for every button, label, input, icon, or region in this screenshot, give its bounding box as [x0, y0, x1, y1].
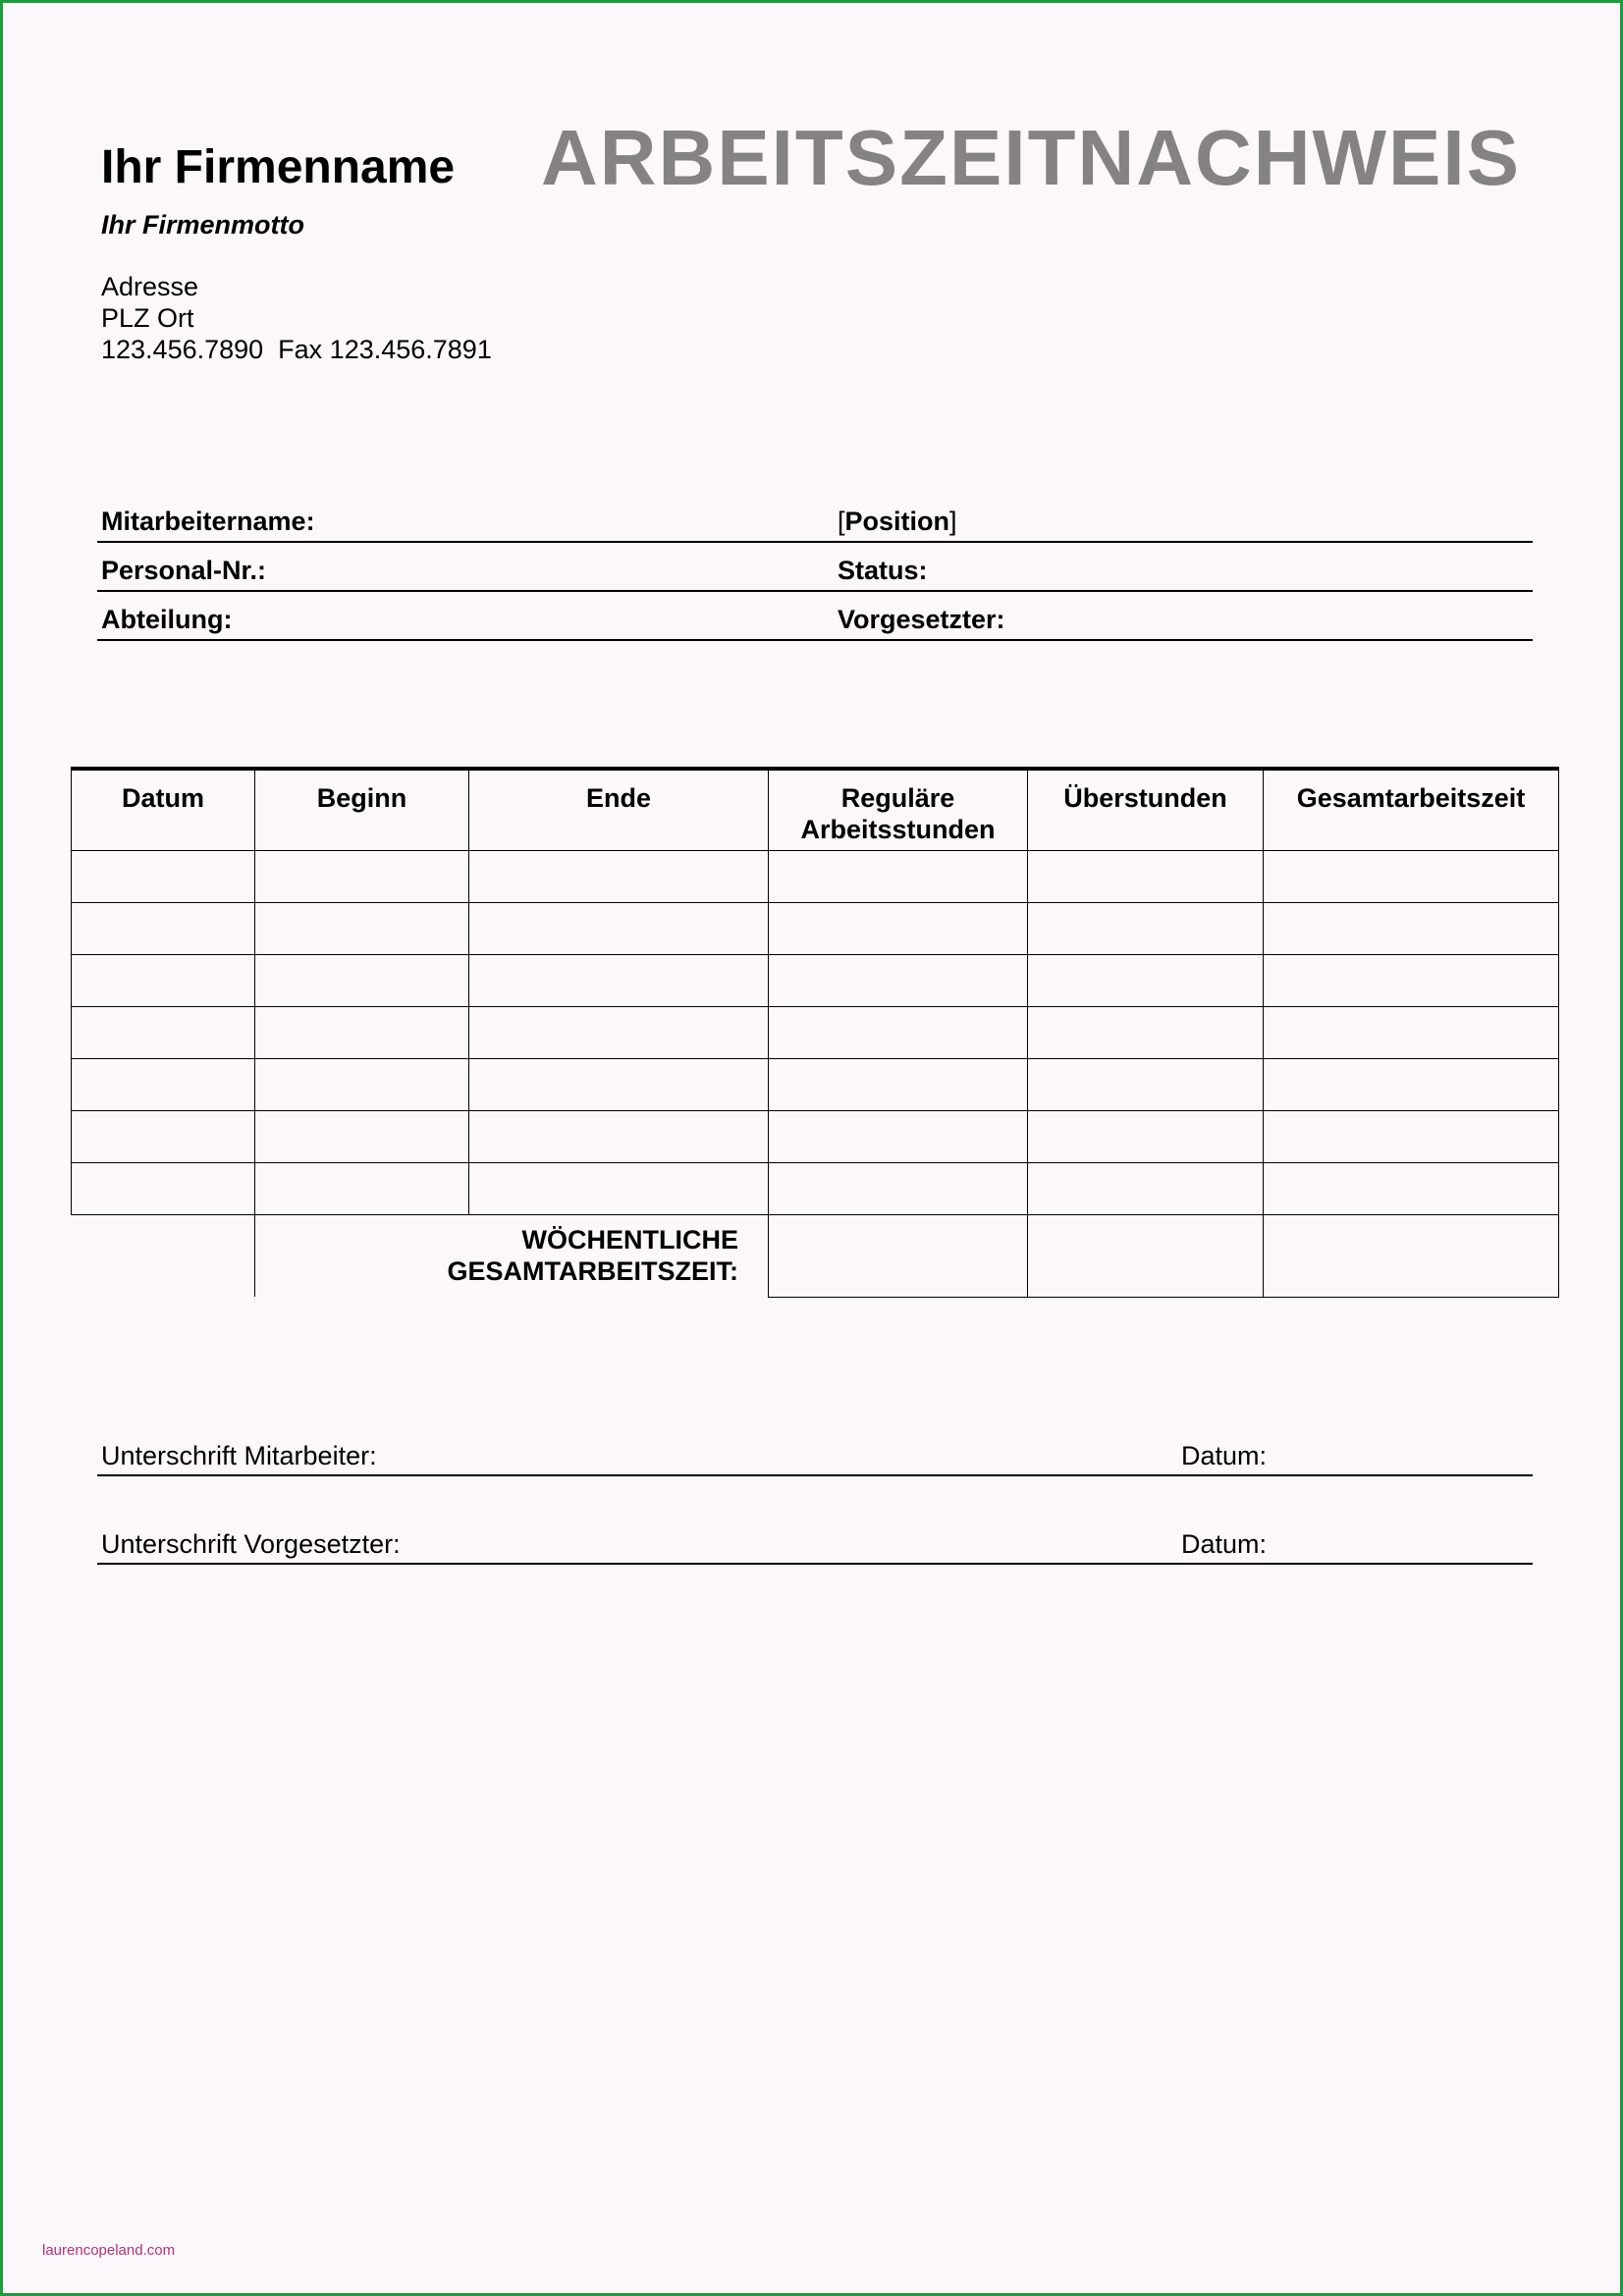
weekly-total-overall-cell[interactable]: [1264, 1214, 1559, 1297]
start-cell[interactable]: [255, 850, 469, 902]
weekly-total-row: [72, 1214, 1559, 1297]
position-label: Position: [844, 507, 950, 536]
table-row: [72, 1058, 1559, 1110]
supervisor-signature-row[interactable]: [97, 1525, 1533, 1565]
regular-hours-cell[interactable]: [769, 902, 1028, 954]
weekly-total-label-line2: GESAMTARBEITSZEIT:: [447, 1256, 738, 1287]
overtime-cell[interactable]: [1028, 902, 1264, 954]
company-name: Ihr Firmenname: [101, 141, 456, 193]
column-header-end: Ende: [469, 769, 769, 850]
regular-hours-cell[interactable]: [769, 954, 1028, 1006]
start-cell[interactable]: [255, 1162, 469, 1214]
employee-name-label: Mitarbeitername:: [101, 507, 315, 536]
employee-signature-date-label: Datum:: [1181, 1441, 1268, 1470]
column-header-date: Datum: [72, 769, 255, 850]
weekly-total-regular-cell[interactable]: [769, 1214, 1028, 1297]
info-row-personnel: [97, 543, 1533, 592]
employee-signature-row[interactable]: [97, 1437, 1533, 1476]
total-time-cell[interactable]: [1264, 1162, 1559, 1214]
status-label: Status:: [838, 556, 928, 585]
date-cell[interactable]: [72, 954, 255, 1006]
total-time-cell[interactable]: [1264, 1006, 1559, 1058]
table-row: [72, 850, 1559, 902]
overtime-cell[interactable]: [1028, 954, 1264, 1006]
regular-hours-cell[interactable]: [769, 1006, 1028, 1058]
start-cell[interactable]: [255, 902, 469, 954]
weekly-total-label: [255, 1214, 769, 1297]
info-row-department: [97, 592, 1533, 641]
postal-city-line: PLZ Ort: [101, 303, 194, 333]
total-time-cell[interactable]: [1264, 850, 1559, 902]
address-line: Adresse: [101, 272, 199, 301]
date-cell[interactable]: [72, 902, 255, 954]
overtime-cell[interactable]: [1028, 1006, 1264, 1058]
end-cell[interactable]: [469, 1162, 769, 1214]
date-cell[interactable]: [72, 1162, 255, 1214]
table-row: [72, 902, 1559, 954]
employee-signature-label: Unterschrift Mitarbeiter:: [101, 1441, 377, 1470]
department-label: Abteilung:: [101, 605, 233, 634]
supervisor-label: Vorgesetzter:: [838, 605, 1005, 634]
table-row: [72, 954, 1559, 1006]
total-row-spacer: [72, 1214, 255, 1297]
overtime-cell[interactable]: [1028, 850, 1264, 902]
timesheet-table: [71, 767, 1559, 1298]
position-field[interactable]: [Position]: [838, 507, 957, 536]
column-header-regular-hours: Reguläre Arbeitsstunden: [769, 769, 1028, 850]
date-cell[interactable]: [72, 1110, 255, 1162]
end-cell[interactable]: [469, 902, 769, 954]
date-cell[interactable]: [72, 1058, 255, 1110]
supervisor-signature-label: Unterschrift Vorgesetzter:: [101, 1529, 401, 1559]
total-time-cell[interactable]: [1264, 902, 1559, 954]
regular-hours-cell[interactable]: [769, 1058, 1028, 1110]
end-cell[interactable]: [469, 1058, 769, 1110]
table-row: [72, 1006, 1559, 1058]
end-cell[interactable]: [469, 954, 769, 1006]
weekly-total-label-line1: WÖCHENTLICHE: [521, 1225, 738, 1255]
phone-fax-line: 123.456.7890 Fax 123.456.7891: [101, 335, 492, 364]
document-title: ARBEITSZEITNACHWEIS: [541, 114, 1521, 201]
total-time-cell[interactable]: [1264, 1110, 1559, 1162]
table-row: [72, 1110, 1559, 1162]
start-cell[interactable]: [255, 954, 469, 1006]
start-cell[interactable]: [255, 1058, 469, 1110]
total-time-cell[interactable]: [1264, 954, 1559, 1006]
overtime-cell[interactable]: [1028, 1110, 1264, 1162]
end-cell[interactable]: [469, 1110, 769, 1162]
overtime-cell[interactable]: [1028, 1058, 1264, 1110]
info-row-name: [97, 494, 1533, 543]
table-row: [72, 1162, 1559, 1214]
total-time-cell[interactable]: [1264, 1058, 1559, 1110]
column-header-overtime: Überstunden: [1028, 769, 1264, 850]
supervisor-signature-date-label: Datum:: [1181, 1529, 1268, 1559]
start-cell[interactable]: [255, 1006, 469, 1058]
end-cell[interactable]: [469, 850, 769, 902]
company-address: [101, 271, 492, 365]
column-header-start: Beginn: [255, 769, 469, 850]
table-header-row: [72, 769, 1559, 850]
personnel-number-label: Personal-Nr.:: [101, 556, 267, 585]
end-cell[interactable]: [469, 1006, 769, 1058]
regular-hours-cell[interactable]: [769, 850, 1028, 902]
regular-hours-cell[interactable]: [769, 1162, 1028, 1214]
date-cell[interactable]: [72, 850, 255, 902]
watermark-text: laurencopeland.com: [42, 2242, 176, 2259]
start-cell[interactable]: [255, 1110, 469, 1162]
overtime-cell[interactable]: [1028, 1162, 1264, 1214]
weekly-total-overtime-cell[interactable]: [1028, 1214, 1264, 1297]
column-header-total-time: Gesamtarbeitszeit: [1264, 769, 1559, 850]
company-motto: Ihr Firmenmotto: [101, 210, 304, 240]
regular-hours-cell[interactable]: [769, 1110, 1028, 1162]
date-cell[interactable]: [72, 1006, 255, 1058]
